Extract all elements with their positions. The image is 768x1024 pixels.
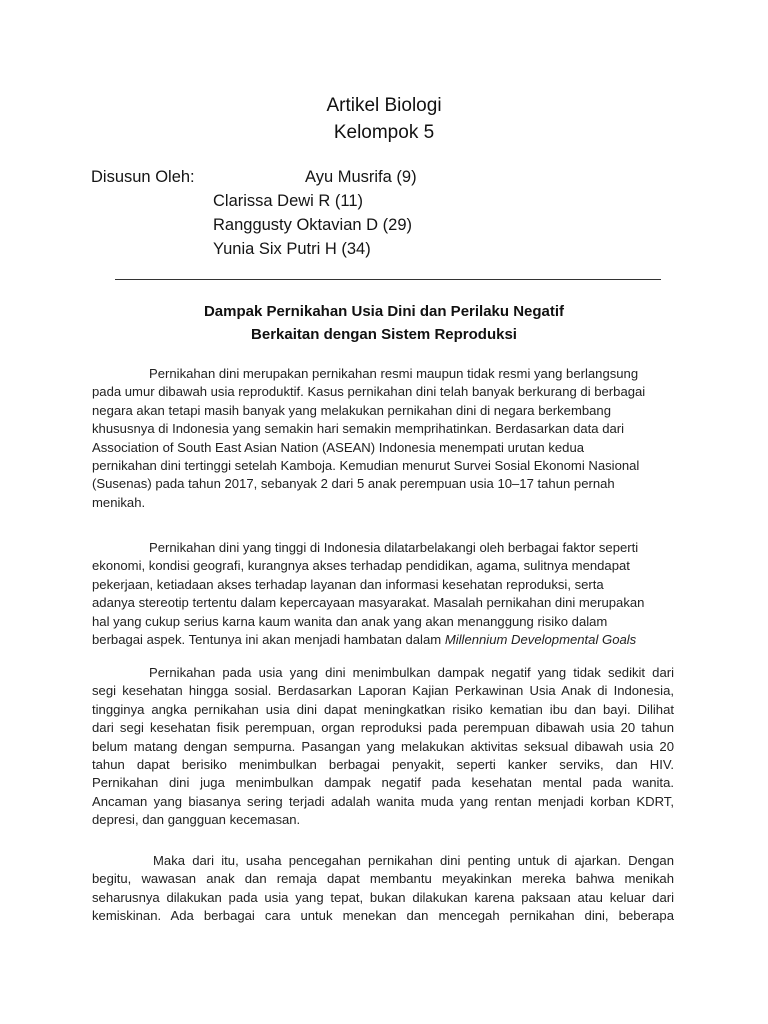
paragraph-line: negara akan tetapi masih banyak yang melakukan pernikahan dini di negara berkembang — [92, 402, 611, 418]
paragraph-line: khususnya di Indonesia yang semakin hari semakin memprihatinkan. Berdasarkan data dari — [92, 421, 625, 437]
body-paragraph-2 — [92, 539, 674, 649]
paragraph-line: (Susenas) pada tahun 2017, sebanyak 2 dari 5 anak perempuan usia 10–17 tahun pernah — [92, 476, 615, 492]
body-paragraph-1 — [92, 365, 674, 512]
paragraph-line: Maka dari itu, usaha pencegahan pernikahan dini penting untuk di ajarkan. Dengan — [153, 853, 674, 868]
document-title: Artikel Biologi — [326, 95, 442, 116]
paragraph-line: pekerjaan, ketiadaan akses terhadap layanan dan informasi kesehatan reproduksi, serta — [92, 576, 604, 592]
paragraph-line: tahun dapat berisiko menimbulkan berbagai penyakit, seperti kanker serviks, dan HIV. — [92, 757, 674, 773]
paragraph-line: kemiskinan. Ada berbagai cara untuk menekan dan mencegah pernikahan dini, beberapa — [92, 908, 674, 924]
paragraph-line: seharusnya dilakukan pada usia yang tepat, bukan dilakukan karena paksaan atau keluar dari — [92, 889, 674, 905]
article-title: Dampak Pernikahan Usia Dini dan Perilaku Negatif — [203, 303, 565, 320]
paragraph-line: hal yang cukup serius karna kaum wanita dan anak yang akan menanggung risiko dalam — [92, 613, 608, 629]
document-subtitle: Kelompok 5 — [333, 122, 435, 143]
paragraph-line: Ancaman yang biasanya sering terjadi adalah wanita muda yang rentan menjadi korban KDRT, — [92, 793, 674, 809]
paragraph-line: Pernikahan pada usia yang dini menimbulkan dampak negatif yang tidak sedikit dari — [149, 665, 674, 680]
paragraph-line: belum matang dengan sempurna. Pasangan yang melakukan aktivitas seksual dibawah usia 20 — [92, 738, 674, 754]
italic-term: Millennium Developmental Goals — [444, 632, 637, 648]
author-name: Clarissa Dewi R (11) — [213, 192, 364, 210]
author-label: Disusun Oleh: — [91, 168, 195, 186]
author-name: Ayu Musrifa (9) — [305, 168, 417, 186]
paragraph-line: tingginya angka pernikahan usia dini dapat meningkatkan risiko kematian ibu dan bayi. Dilihat — [92, 701, 674, 717]
paragraph-line: Association of South East Asian Nation (ASEAN) Indonesia menempati urutan kedua — [92, 439, 585, 455]
paragraph-line: segi kesehatan hingga sosial. Berdasarkan Laporan Kajian Perkawinan Usia Anak di Indonesia, — [92, 683, 674, 699]
paragraph-line — [92, 631, 674, 649]
paragraph-line: pernikahan dini tertinggi setelah Kamboja. Kemudian menurut Survei Sosial Ekonomi Nasional — [92, 458, 640, 474]
paragraph-line: pada umur dibawah usia reproduktif. Kasus pernikahan dini telah banyak berkurang di berbagai — [92, 384, 646, 400]
paragraph-line: adanya stereotip tertentu dalam kepercayaan masyarakat. Masalah pernikahan dini merupakan — [92, 595, 645, 611]
paragraph-line: Pernikahan dini juga menimbulkan dampak negatif pada kesehatan mental pada wanita. — [92, 775, 674, 791]
paragraph-line: depresi, dan gangguan kecemasan. — [92, 812, 301, 828]
author-name: Ranggusty Oktavian D (29) — [213, 216, 413, 234]
horizontal-divider — [115, 279, 661, 280]
paragraph-line: begitu, wawasan anak dan remaja dapat membantu meyakinkan mereka bahwa menikah — [92, 871, 674, 887]
paragraph-line: Pernikahan dini yang tinggi di Indonesia dilatarbelakangi oleh berbagai faktor seperti — [149, 540, 639, 555]
paragraph-line: menikah. — [92, 494, 146, 510]
paragraph-line: Pernikahan dini merupakan pernikahan resmi maupun tidak resmi yang berlangsung — [149, 366, 639, 381]
paragraph-line: dari segi kesehatan fisik perempuan, organ reproduksi pada perempuan dibawah usia 20 tahun — [92, 720, 674, 736]
article-title-continued: Berkaitan dengan Sistem Reproduksi — [251, 326, 517, 343]
body-paragraph-4 — [92, 852, 674, 926]
body-paragraph-3 — [92, 664, 674, 830]
paragraph-line-text: berbagai aspek. Tentunya ini akan menjadi hambatan dalam — [92, 632, 442, 648]
paragraph-line: ekonomi, kondisi geografi, kurangnya akses terhadap pendidikan, agama, sulitnya mendapat — [92, 558, 630, 574]
author-name: Yunia Six Putri H (34) — [213, 240, 371, 258]
